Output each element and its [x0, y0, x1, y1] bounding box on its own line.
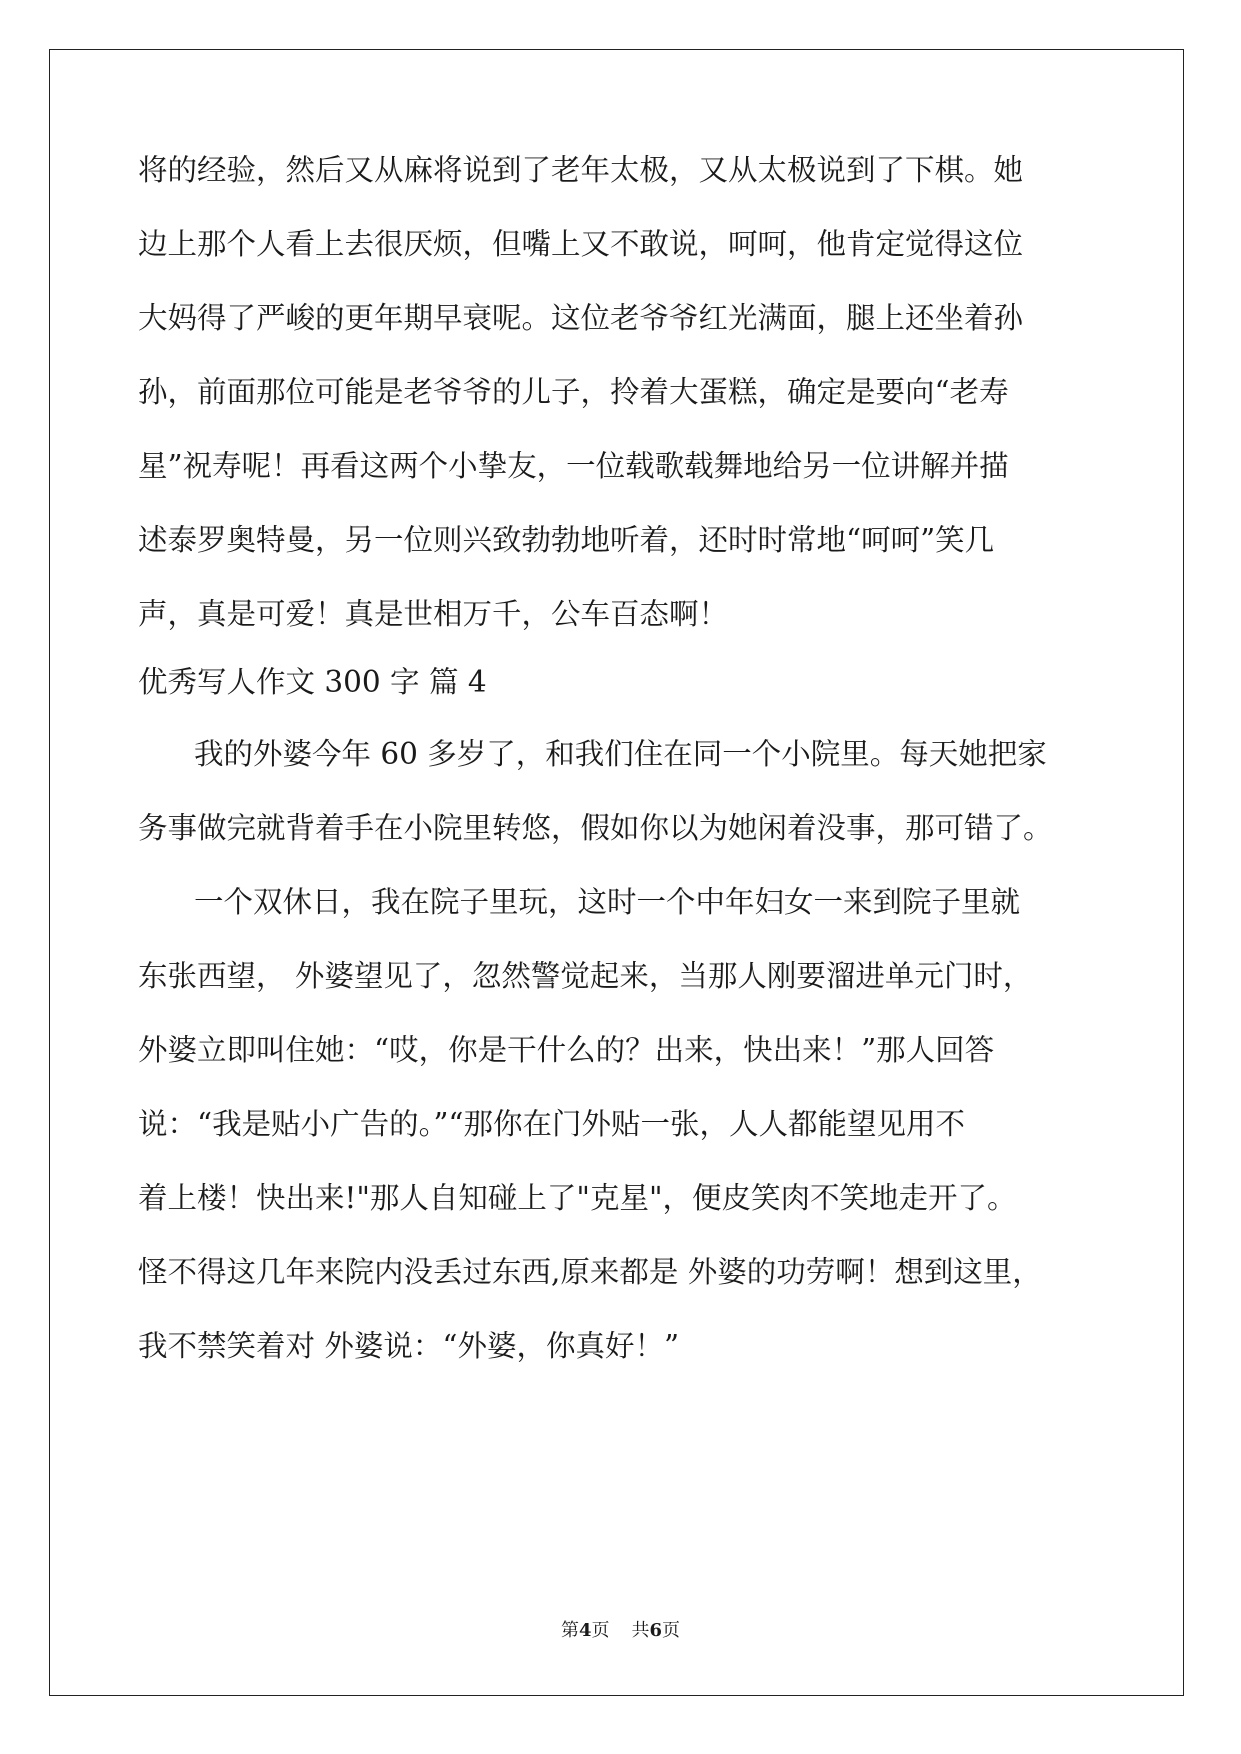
paragraph-line: 我不禁笑着对 外婆说：“外婆，你真好！” — [138, 1329, 680, 1363]
total-pages-prefix: 共 — [631, 1620, 650, 1641]
paragraph-line: 怪不得这几年来院内没丢过东西,原来都是 外婆的功劳啊！想到这里， — [138, 1255, 1042, 1289]
paragraph-line: 述泰罗奥特曼，另一位则兴致勃勃地听着，还时时常地“呵呵”笑几 — [138, 523, 995, 557]
paragraph-line: 星”祝寿呢！再看这两个小挚友，一位载歌载舞地给另一位讲解并描 — [138, 449, 1009, 483]
paragraph-line: 将的经验，然后又从麻将说到了老年太极，又从太极说到了下棋。她 — [138, 153, 1024, 187]
paragraph-line: 我的外婆今年 60 多岁了，和我们住在同一个小院里。每天她把家 — [194, 737, 1047, 771]
paragraph-line: 孙，前面那位可能是老爷爷的儿子，拎着大蛋糕，确定是要向“老寿 — [138, 375, 1009, 409]
paragraph-line: 边上那个人看上去很厌烦，但嘴上又不敢说，呵呵，他肯定觉得这位 — [138, 227, 1024, 261]
paragraph-line: 大妈得了严峻的更年期早衰呢。这位老爷爷红光满面，腿上还坐着孙 — [138, 301, 1024, 335]
page-number-suffix: 页 — [591, 1620, 610, 1641]
paragraph-line: 外婆立即叫住她：“哎，你是干什么的？出来，快出来！”那人回答 — [138, 1033, 995, 1067]
total-pages-suffix: 页 — [662, 1620, 681, 1641]
paragraph-line: 说：“我是贴小广告的。”“那你在门外贴一张，人人都能望见用不 — [138, 1107, 965, 1141]
current-page-number: 4 — [578, 1620, 592, 1641]
section-heading: 优秀写人作文 300 字 篇 4 — [138, 665, 487, 699]
paragraph-line: 着上楼！快出来!"那人自知碰上了"克星"，便皮笑肉不笑地走开了。 — [138, 1181, 1017, 1215]
total-page-count: 6 — [649, 1620, 663, 1641]
page-footer — [0, 1616, 1241, 1642]
paragraph-line: 声，真是可爱！真是世相万千，公车百态啊！ — [138, 597, 729, 631]
paragraph-line: 务事做完就背着手在小院里转悠，假如你以为她闲着没事，那可错了。 — [138, 811, 1053, 845]
paragraph-line: 东张西望， 外婆望见了，忽然警觉起来，当那人刚要溜进单元门时， — [138, 959, 1033, 993]
paragraph-line: 一个双休日，我在院子里玩，这时一个中年妇女一来到院子里就 — [194, 885, 1021, 919]
page-number-prefix: 第 — [560, 1620, 579, 1641]
page-border — [49, 49, 1184, 1696]
